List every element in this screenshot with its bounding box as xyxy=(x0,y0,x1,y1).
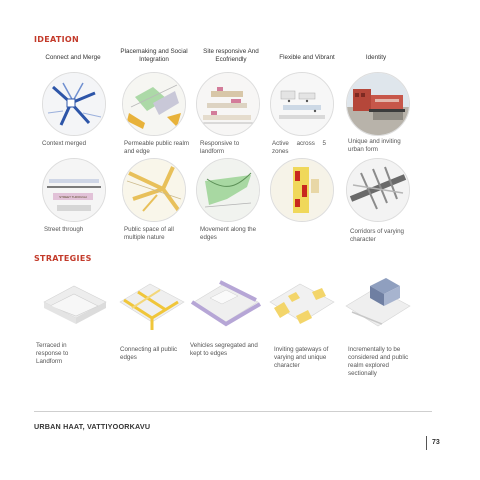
strategy-image-gateways xyxy=(266,272,338,334)
strategy-image-incremental xyxy=(342,272,414,334)
page-number: 73 xyxy=(432,439,440,446)
caption-connecting-edges: Connecting all public edges xyxy=(120,346,178,361)
caption-responsive-landform: Responsive to landform xyxy=(200,140,240,155)
strategy-image-vehicles xyxy=(190,272,262,334)
strategy-image-connecting xyxy=(116,272,188,334)
caption-public-space: Public space of all multiple nature xyxy=(124,226,174,241)
caption-vehicles-segregated: Vehicles segregated and kept to edges xyxy=(190,342,258,357)
circle-active-zones xyxy=(270,72,334,136)
circle-movement-edges xyxy=(196,158,260,222)
caption-active-zones: Active across 5 zones xyxy=(272,140,326,155)
column-header-identity: Identity xyxy=(365,54,387,61)
circle-zones-plan xyxy=(270,158,334,222)
caption-terraced: Terraced in response to Landform xyxy=(36,342,69,365)
caption-incremental: Incrementally to be considered and public realm explored sectionally xyxy=(348,346,409,377)
strategy-image-terraced xyxy=(40,272,112,334)
caption-permeable-public-realm: Permeable public realm and edge xyxy=(124,140,189,155)
circle-corridors xyxy=(346,158,410,222)
circle-unique-urban-form xyxy=(346,72,410,136)
caption-movement-edges: Movement along the edges xyxy=(200,226,257,241)
circle-responsive-landform xyxy=(196,72,260,136)
circle-public-space xyxy=(122,158,186,222)
column-header-site-responsive: Site responsive And Ecofriendly xyxy=(203,48,259,63)
circle-context-merged xyxy=(42,72,106,136)
caption-street-through: Street through xyxy=(44,226,84,233)
caption-inviting-gateways: Inviting gateways of varying and unique character xyxy=(274,346,329,369)
footer-divider xyxy=(34,411,432,412)
column-header-connect-merge: Connect and Merge xyxy=(45,54,101,61)
project-title: URBAN HAAT, VATTIYOORKAVU xyxy=(34,422,151,431)
column-header-flexible-vibrant: Flexible and Vibrant xyxy=(279,54,335,61)
caption-corridors: Corridors of varying character xyxy=(350,228,404,243)
circle-street-through xyxy=(42,158,106,222)
strategies-title: STRATEGIES xyxy=(34,254,92,263)
circle-permeable-public-realm xyxy=(122,72,186,136)
caption-unique-urban-form: Unique and inviting urban form xyxy=(348,138,401,153)
page-number-rule xyxy=(426,436,427,450)
street-through-label: STREET THROUGH xyxy=(59,195,87,199)
column-header-placemaking: Placemaking and Social Integration xyxy=(120,48,188,63)
caption-context-merged: Context merged xyxy=(42,140,87,147)
ideation-title: IDEATION xyxy=(34,35,79,44)
